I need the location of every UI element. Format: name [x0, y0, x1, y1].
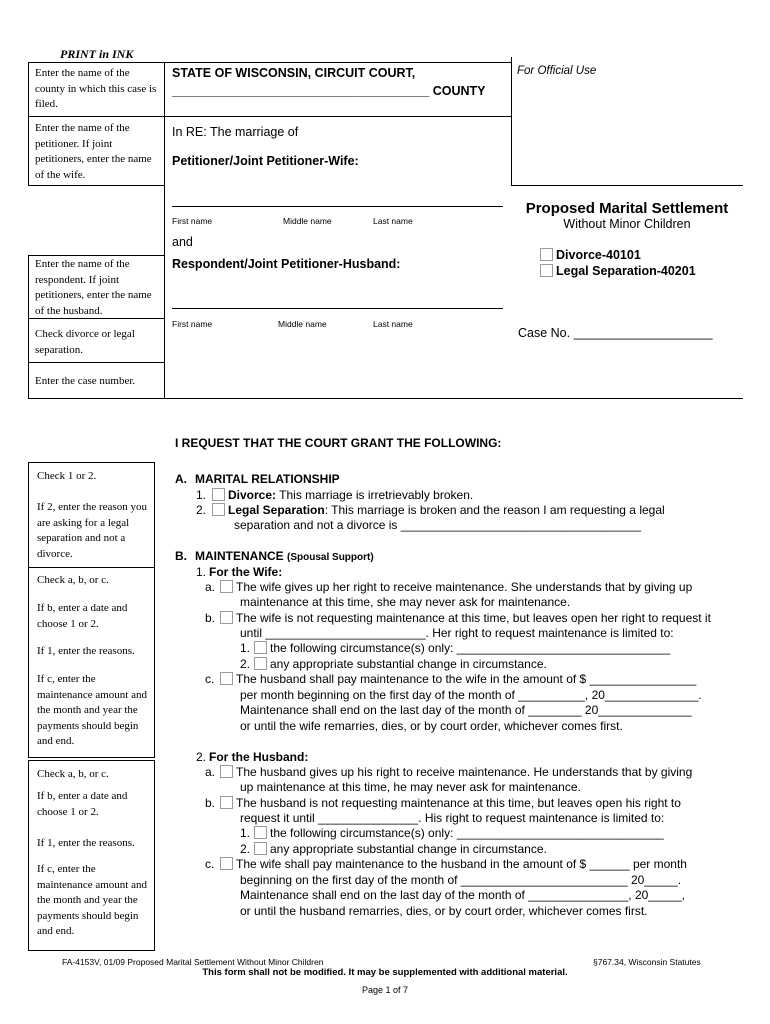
wife-b-until-field[interactable]: until ________________________. Her right to request maintenance is limited to: [240, 626, 674, 640]
official-use-divider [511, 57, 512, 185]
instruction-wife-c: If c, enter the maintenance amount and the month and year the payments should begin and end. [37, 673, 147, 747]
husband-b2-checkbox[interactable] [254, 842, 267, 855]
wife-c-option [219, 672, 696, 687]
respondent-first-name-caption: First name [172, 319, 213, 329]
separation-checkbox[interactable] [540, 264, 553, 277]
wife-b1-option [253, 641, 670, 656]
section-a-letter: A. [175, 472, 187, 486]
wife-c-text-4: or until the wife remarries, dies, or by court order, whichever comes first. [240, 719, 623, 733]
respondent-last-name-caption: Last name [373, 319, 413, 329]
header-top-rule [28, 62, 511, 63]
section-b-title [195, 549, 374, 565]
divorce-option [539, 248, 641, 263]
wife-b-text: The wife is not requesting maintenance at this time, but leaves open her right to request it [236, 611, 711, 625]
county-field[interactable]: _____________________________________ COUNTY [172, 84, 486, 98]
a1-label: Divorce: [228, 488, 277, 502]
husband-b2-text: any appropriate substantial change in circumstance. [270, 842, 547, 856]
respondent-label: Respondent/Joint Petitioner-Husband: [172, 257, 401, 271]
wife-number: 1. [196, 565, 207, 579]
instruction-husband-b: If b, enter a date and choose 1 or 2. [37, 790, 128, 818]
section-b-title-text: MAINTENANCE [195, 549, 284, 563]
official-use-bottom-rule [511, 185, 743, 186]
husband-c-text-4: or until the husband remarries, dies, or by court order, whichever comes first. [240, 904, 648, 918]
wife-c-checkbox[interactable] [220, 672, 233, 685]
husband-a-text: The husband gives up his right to receive maintenance. He understands that by giving [236, 765, 693, 779]
husband-c-begin-field[interactable]: beginning on the first day of the month of _________________________ 20_____. [240, 873, 682, 887]
petitioner-name-field[interactable] [172, 206, 503, 207]
section-a-title: MARITAL RELATIONSHIP [195, 472, 340, 486]
separation-option-label: Legal Separation-40201 [556, 264, 696, 278]
respondent-name-field[interactable] [172, 308, 503, 309]
husband-b-letter: b. [205, 796, 216, 810]
instruction-wife-check: Check a, b, or c. [37, 574, 109, 586]
divorce-option-label: Divorce-40101 [556, 248, 641, 262]
husband-b-checkbox[interactable] [220, 796, 233, 809]
footer-statute: §767.34, Wisconsin Statutes [593, 957, 701, 967]
instruction-petitioner: Enter the name of the petitioner. If joint petitioners, enter the name of the wife. [35, 122, 152, 181]
sidebar-left-rule [28, 62, 29, 186]
divorce-checkbox[interactable] [540, 248, 553, 261]
husband-a-checkbox[interactable] [220, 765, 233, 778]
wife-b-option [219, 611, 711, 626]
header-mid-rule [28, 116, 511, 117]
wife-c-end-field[interactable]: Maintenance shall end on the last day of the month of ________ 20______________ [240, 703, 692, 717]
husband-c-option [219, 857, 687, 872]
a1-number: 1. [196, 488, 207, 502]
wife-b1-text: the following circumstance(s) only: ________________________________ [270, 641, 671, 655]
wife-b1-number: 1. [240, 641, 251, 655]
husband-b1-checkbox[interactable] [254, 826, 267, 839]
instruction-county: Enter the name of the county in which this case is filed. [35, 67, 157, 110]
wife-a-checkbox[interactable] [220, 580, 233, 593]
husband-b1-option [253, 826, 664, 841]
wife-heading: For the Wife: [209, 565, 283, 579]
instruction-respondent: Enter the name of the respondent. If joint petitioners, enter the name of the husband. [35, 258, 152, 317]
a2-label: Legal Separation [228, 503, 325, 517]
wife-b2-checkbox[interactable] [254, 657, 267, 670]
in-re-label: In RE: The marriage of [172, 125, 299, 139]
footer-form-id: FA-4153V, 01/09 Proposed Marital Settlement Without Minor Children [62, 957, 324, 967]
court-name: STATE OF WISCONSIN, CIRCUIT COURT, [172, 66, 416, 80]
wife-b1-checkbox[interactable] [254, 641, 267, 654]
header-bottom-rule [28, 398, 743, 399]
instruction-check12: Check 1 or 2. [37, 470, 97, 482]
husband-c-text: The wife shall pay maintenance to the husband in the amount of $ ______ per month [236, 857, 687, 871]
instruction-wife-reasons: If 1, enter the reasons. [37, 645, 135, 657]
wife-a-text-2: maintenance at this time, she may never ask for maintenance. [240, 595, 571, 609]
sidebar-left-rule-2 [28, 255, 29, 398]
case-number-field[interactable]: Case No. ____________________ [518, 326, 713, 340]
footer-notice: This form shall not be modified. It may be supplemented with additional material. [202, 967, 568, 978]
wife-b2-number: 2. [240, 657, 251, 671]
wife-a-text: The wife gives up her right to receive maintenance. She understands that by giving up [236, 580, 693, 594]
petitioner-last-name-caption: Last name [373, 216, 413, 226]
husband-b-option [219, 796, 681, 811]
husband-b2-option [253, 842, 547, 857]
instruction-check12-reason: If 2, enter the reason you are asking for a legal separation and not a divorce. [37, 501, 147, 560]
husband-heading: For the Husband: [209, 750, 309, 764]
instruction-case-number: Enter the case number. [35, 375, 136, 387]
a2-text: : This marriage is broken and the reason I am requesting a legal [324, 503, 665, 517]
husband-b1-text: the following circumstance(s) only: _______________________________ [270, 826, 664, 840]
a1-text: This marriage is irretrievably broken. [276, 488, 474, 502]
separation-option [539, 264, 696, 279]
sidebar-right-rule [164, 62, 165, 398]
instruction-check-divorce: Check divorce or legal separation. [35, 328, 135, 356]
husband-a-letter: a. [205, 765, 216, 779]
respondent-middle-name-caption: Middle name [278, 319, 327, 329]
instruction-husband-reasons: If 1, enter the reasons. [37, 837, 135, 849]
section-b-letter: B. [175, 549, 187, 563]
official-use-label: For Official Use [517, 65, 597, 77]
instruction-wife-b: If b, enter a date and choose 1 or 2. [37, 602, 128, 630]
wife-b2-option [253, 657, 547, 672]
husband-a-option [219, 765, 692, 780]
petitioner-label: Petitioner/Joint Petitioner-Wife: [172, 154, 359, 168]
a2-separation-option [211, 503, 665, 518]
a2-checkbox[interactable] [212, 503, 225, 516]
print-in-ink-note: PRINT in INK [60, 47, 134, 61]
section-b-subtitle: (Spousal Support) [287, 552, 374, 563]
wife-c-letter: c. [205, 672, 215, 686]
petitioner-middle-name-caption: Middle name [283, 216, 332, 226]
husband-c-checkbox[interactable] [220, 857, 233, 870]
wife-c-begin-field[interactable]: per month beginning on the first day of the month of __________, 20______________. [240, 688, 702, 702]
husband-c-letter: c. [205, 857, 215, 871]
form-title: Proposed Marital Settlement [525, 200, 729, 217]
wife-b-checkbox[interactable] [220, 611, 233, 624]
wife-a-letter: a. [205, 580, 216, 594]
husband-b2-number: 2. [240, 842, 251, 856]
instruction-husband-c: If c, enter the maintenance amount and the month and year the payments should begin and end. [37, 863, 147, 937]
wife-c-text: The husband shall pay maintenance to the wife in the amount of $ ________________ [236, 672, 697, 686]
and-label: and [172, 235, 193, 249]
husband-b1-number: 1. [240, 826, 251, 840]
sidebar-rule-1 [28, 185, 165, 186]
a2-number: 2. [196, 503, 207, 517]
a1-divorce-option [211, 488, 473, 503]
a1-checkbox[interactable] [212, 488, 225, 501]
petitioner-first-name-caption: First name [172, 216, 213, 226]
husband-b-text: The husband is not requesting maintenance at this time, but leaves open his right to [236, 796, 681, 810]
husband-number: 2. [196, 750, 207, 764]
wife-a-option [219, 580, 692, 595]
wife-b-letter: b. [205, 611, 216, 625]
instruction-husband-check: Check a, b, or c. [37, 768, 109, 780]
wife-b2-text: any appropriate substantial change in circumstance. [270, 657, 547, 671]
sidebar-rule-2 [28, 255, 165, 256]
form-subtitle: Without Minor Children [563, 217, 691, 231]
request-heading: I REQUEST THAT THE COURT GRANT THE FOLLOWING: [175, 436, 502, 450]
a2-reason-field[interactable]: separation and not a divorce is ____________________________________ [234, 518, 642, 532]
page-number: Page 1 of 7 [361, 985, 409, 995]
husband-c-end-field[interactable]: Maintenance shall end on the last day of the month of _______________, 20_____, [240, 888, 686, 902]
husband-b-until-field[interactable]: request it until _______________. His right to request maintenance is limited to: [240, 811, 665, 825]
husband-a-text-2: up maintenance at this time, he may never ask for maintenance. [240, 780, 581, 794]
sidebar-rule-4 [28, 362, 165, 363]
